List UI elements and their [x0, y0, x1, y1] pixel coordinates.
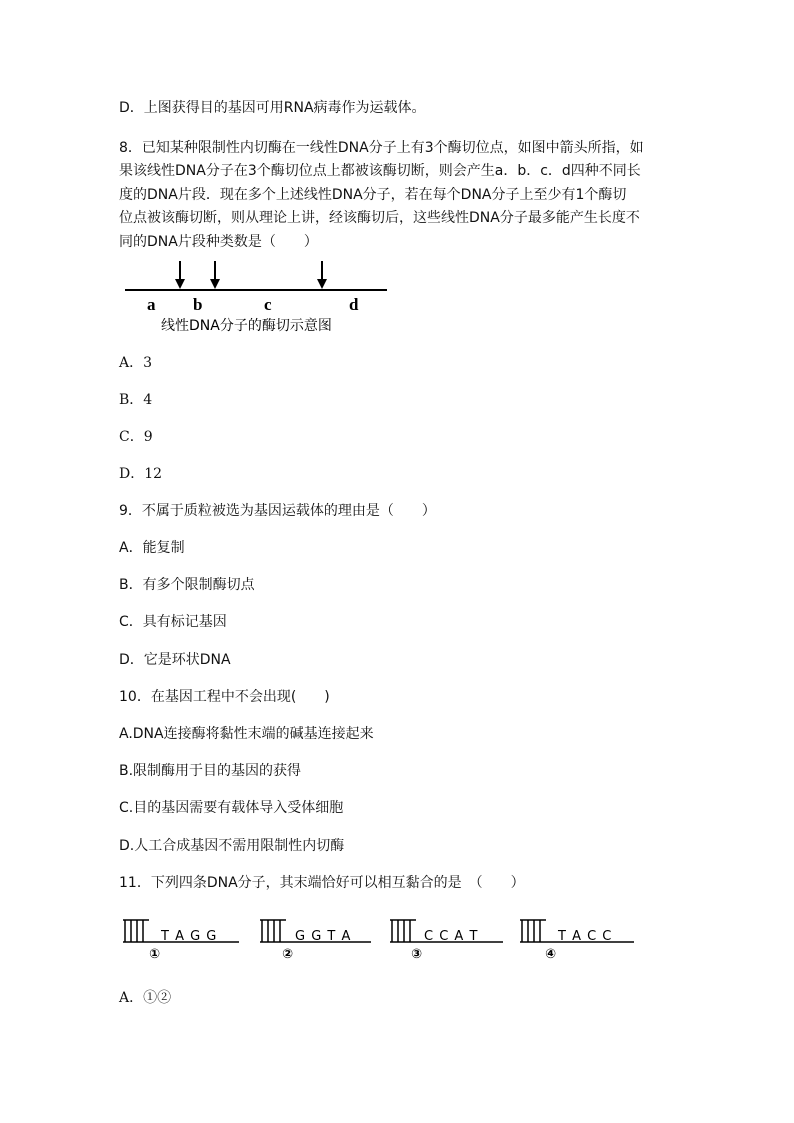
molecule-label: ③	[411, 947, 423, 962]
q10-option-d: D.人工合成基因不需用限制性内切酶	[119, 838, 345, 854]
sticky-end-sequence: T A C C	[558, 929, 613, 944]
dna-molecule	[520, 920, 634, 962]
q9-stem: 9．不属于质粒被选为基因运载体的理由是（ ）	[119, 503, 436, 519]
segment-label-b: b	[193, 295, 203, 314]
dna-molecule	[260, 920, 371, 962]
dna-molecule	[123, 920, 239, 962]
dna-cut-diagram	[119, 256, 399, 336]
q9-option-b: B．有多个限制酶切点	[119, 577, 255, 593]
q11-stem: 11．下列四条DNA分子，其末端恰好可以相互黏合的是 （ ）	[119, 875, 525, 891]
q8-option-a: A．3	[119, 355, 153, 371]
q9-option-d: D．它是环状DNA	[119, 652, 231, 668]
q10-option-c: C.目的基因需要有载体导入受体细胞	[119, 800, 344, 816]
molecule-label: ①	[149, 947, 161, 962]
q9-option-a: A．能复制	[119, 540, 185, 556]
q8-stem-line: 同的DNA片段种类数是（ ）	[119, 233, 318, 250]
q10-option-a: A.DNA连接酶将黏性末端的碱基连接起来	[119, 726, 374, 742]
segment-label-a: a	[147, 295, 156, 314]
sticky-end-sequence: G G T A	[295, 929, 352, 944]
cut-arrow	[317, 261, 327, 289]
sticky-end-sequence: T A G G	[161, 929, 218, 944]
molecule-label: ②	[282, 947, 294, 962]
segment-label-d: d	[349, 295, 359, 314]
molecule-label: ④	[545, 947, 557, 962]
dna-molecule	[390, 920, 503, 962]
q10-option-b: B.限制酶用于目的基因的获得	[119, 763, 302, 779]
q11-option-a: A．①②	[119, 990, 172, 1006]
q8-stem-line: 8．已知某种限制性内切酶在一线性DNA分子上有3个酶切位点，如图中箭头所指，如	[119, 140, 644, 156]
q8-stem-line: 位点被该酶切断，则从理论上讲，经该酶切后，这些线性DNA分子最多能产生长度不	[119, 210, 640, 227]
sticky-end-sequence: C C A T	[424, 929, 479, 944]
q8-stem-line: 果该线性DNA分子在3个酶切位点上都被该酶切断，则会产生a．b．c．d四种不同长	[119, 163, 641, 180]
segment-label-c: c	[264, 295, 272, 314]
figure-caption: 线性DNA分子的酶切示意图	[161, 318, 332, 334]
q8-stem	[119, 138, 679, 255]
q8-option-b: B．4	[119, 392, 153, 408]
sticky-ends-diagram	[119, 912, 639, 964]
q7-option-d: D．上图获得目的基因可用RNA病毒作为运载体。	[119, 100, 426, 116]
q8-stem-line: 度的DNA片段．现在多个上述线性DNA分子，若在每个DNA分子上至少有1个酶切	[119, 186, 627, 203]
q9-option-c: C．具有标记基因	[119, 614, 227, 630]
cut-arrow	[175, 261, 185, 289]
cut-arrow	[210, 261, 220, 289]
q10-stem: 10．在基因工程中不会出现( )	[119, 689, 330, 705]
q8-option-c: C．9	[119, 429, 153, 445]
q8-option-d: D．12	[119, 466, 163, 482]
